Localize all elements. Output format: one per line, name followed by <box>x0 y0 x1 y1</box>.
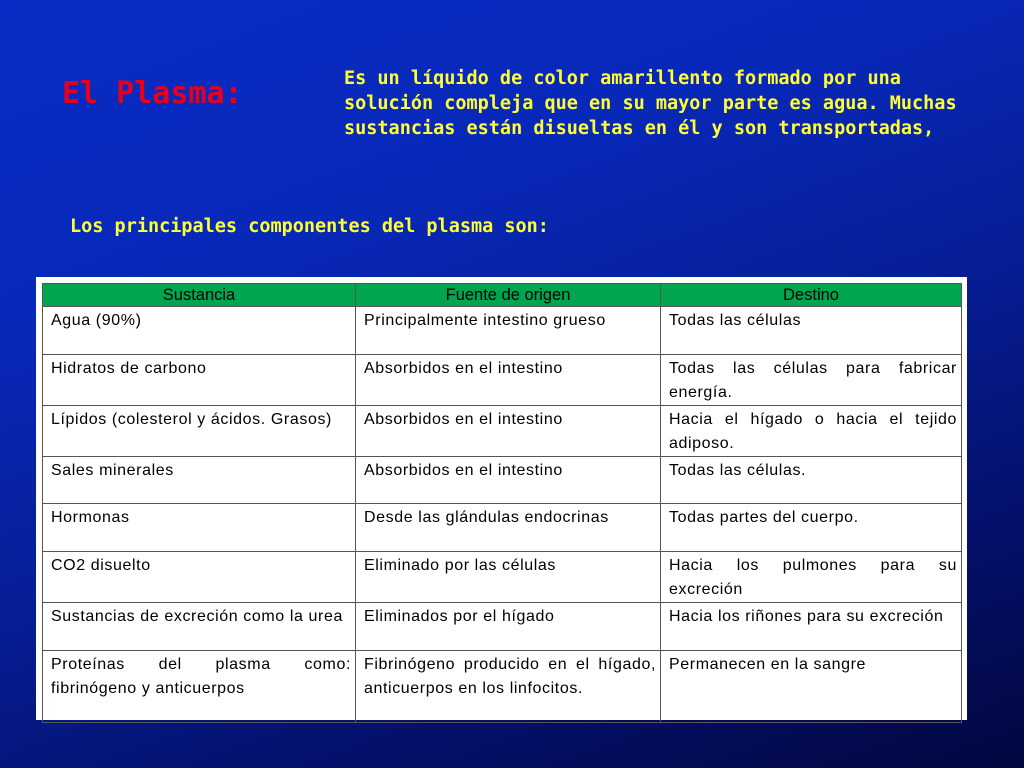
table-row <box>43 406 962 457</box>
table-header-row <box>43 284 962 307</box>
slide-title: El Plasma: <box>62 76 243 111</box>
table-row <box>43 504 962 552</box>
cell-sustancia: CO2 disuelto <box>43 552 356 603</box>
table-row <box>43 457 962 504</box>
table-row <box>43 603 962 651</box>
cell-destino: Hacia el hígado o hacia el tejido adiposo. <box>661 406 962 457</box>
cell-sustancia: Sales minerales <box>43 457 356 504</box>
table-row <box>43 651 962 723</box>
intro-text: Es un líquido de color amarillento formado por una solución compleja que en su mayor parte es agua. Muchas sustancias están disueltas en él y son transportadas, <box>344 68 957 139</box>
cell-fuente: Desde las glándulas endocrinas <box>356 504 661 552</box>
cell-fuente: Absorbidos en el intestino <box>356 457 661 504</box>
cell-sustancia: Hidratos de carbono <box>43 355 356 406</box>
table-row <box>43 355 962 406</box>
plasma-components-table <box>42 283 962 723</box>
cell-fuente: Eliminado por las células <box>356 552 661 603</box>
cell-sustancia: Sustancias de excreción como la urea <box>43 603 356 651</box>
cell-fuente: Principalmente intestino grueso <box>356 307 661 355</box>
header-fuente-de-origen: Fuente de origen <box>356 284 661 307</box>
cell-destino: Todas las células. <box>661 457 962 504</box>
cell-sustancia: Agua (90%) <box>43 307 356 355</box>
cell-fuente: Eliminados por el hígado <box>356 603 661 651</box>
cell-destino: Hacia los riñones para su excreción <box>661 603 962 651</box>
cell-sustancia: Lípidos (colesterol y ácidos. Grasos) <box>43 406 356 457</box>
cell-fuente: Absorbidos en el intestino <box>356 355 661 406</box>
cell-destino: Todas las células para fabricar energía. <box>661 355 962 406</box>
header-sustancia: Sustancia <box>43 284 356 307</box>
table-frame <box>36 277 967 720</box>
cell-fuente: Absorbidos en el intestino <box>356 406 661 457</box>
cell-destino: Permanecen en la sangre <box>661 651 962 723</box>
cell-destino: Todas partes del cuerpo. <box>661 504 962 552</box>
cell-destino: Hacia los pulmones para su excreción <box>661 552 962 603</box>
table-row <box>43 307 962 355</box>
cell-destino: Todas las células <box>661 307 962 355</box>
table-caption: Los principales componentes del plasma son: <box>70 216 549 237</box>
cell-fuente: Fibrinógeno producido en el hígado, anticuerpos en los linfocitos. <box>356 651 661 723</box>
header-destino: Destino <box>661 284 962 307</box>
table-row <box>43 552 962 603</box>
cell-sustancia: Proteínas del plasma como: fibrinógeno y anticuerpos <box>43 651 356 723</box>
cell-sustancia: Hormonas <box>43 504 356 552</box>
